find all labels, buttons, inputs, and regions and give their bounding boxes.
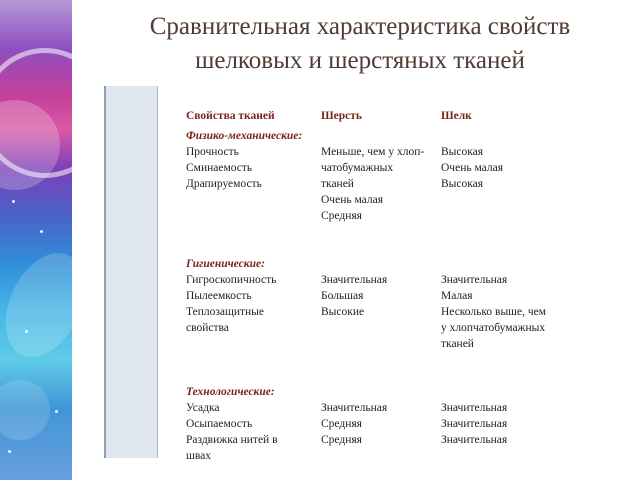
header-wool: Шерсть <box>321 110 362 122</box>
cell-silk: Значительная <box>441 274 508 286</box>
cell-silk: Значительная <box>441 418 508 430</box>
panel-left-bar <box>104 86 158 458</box>
cell-property: Сминаемость <box>186 162 253 174</box>
cell-property: Гигроскопичность <box>186 274 277 286</box>
header-property: Свойства тканей <box>186 110 275 122</box>
cell-property: Осыпаемость <box>186 418 253 430</box>
slide-title-line-2: шелковых и шерстяных тканей <box>195 47 525 74</box>
table-image-panel <box>104 86 624 462</box>
cell-property: Раздвижка нитей в <box>186 434 278 446</box>
cell-property: Драпируемость <box>186 178 262 190</box>
sparkle <box>8 450 11 453</box>
cell-property: Пылеемкость <box>186 290 252 302</box>
cell-silk: Малая <box>441 290 473 302</box>
cell-silk: тканей <box>441 338 474 350</box>
cell-silk: Высокая <box>441 146 484 158</box>
slide-title <box>100 10 620 78</box>
cell-silk: Несколько выше, чем <box>441 306 547 318</box>
cell-wool: Средняя <box>321 210 362 222</box>
cell-silk: у хлопчатобумажных <box>441 322 546 334</box>
sparkle <box>12 200 15 203</box>
cell-property: свойства <box>186 322 229 334</box>
header-silk: Шелк <box>441 110 472 122</box>
section-heading-label: Гигиенические: <box>186 258 265 270</box>
cell-wool: тканей <box>321 178 354 190</box>
cell-silk: Очень малая <box>441 162 504 174</box>
cell-silk: Значительная <box>441 434 508 446</box>
cell-wool: Очень малая <box>321 194 384 206</box>
cell-wool: Высокие <box>321 306 365 318</box>
slide-title-line-1: Сравнительная характеристика свойств <box>149 13 571 40</box>
cell-wool: Большая <box>321 290 364 302</box>
cell-wool: Средняя <box>321 418 362 430</box>
sparkle <box>25 330 28 333</box>
cell-silk: Высокая <box>441 178 484 190</box>
cell-property: Теплозащитные <box>186 306 265 318</box>
cell-property: Прочность <box>186 146 239 158</box>
decorative-background-strip <box>0 0 72 480</box>
cell-property: Усадка <box>186 402 220 414</box>
decorative-blob <box>0 240 72 369</box>
sparkle <box>40 230 43 233</box>
cell-property: швах <box>186 450 211 462</box>
cell-wool: Меньше, чем у хлоп- <box>321 146 425 158</box>
cell-wool: Значительная <box>321 402 388 414</box>
sparkle <box>55 410 58 413</box>
section-heading-label: Физико-механические: <box>186 130 303 142</box>
decorative-blob <box>0 380 50 440</box>
cell-silk: Значительная <box>441 402 508 414</box>
section-heading-label: Технологические: <box>186 386 275 398</box>
cell-wool: Значительная <box>321 274 388 286</box>
cell-wool: чатобумажных <box>321 162 394 174</box>
cell-wool: Средняя <box>321 434 362 446</box>
